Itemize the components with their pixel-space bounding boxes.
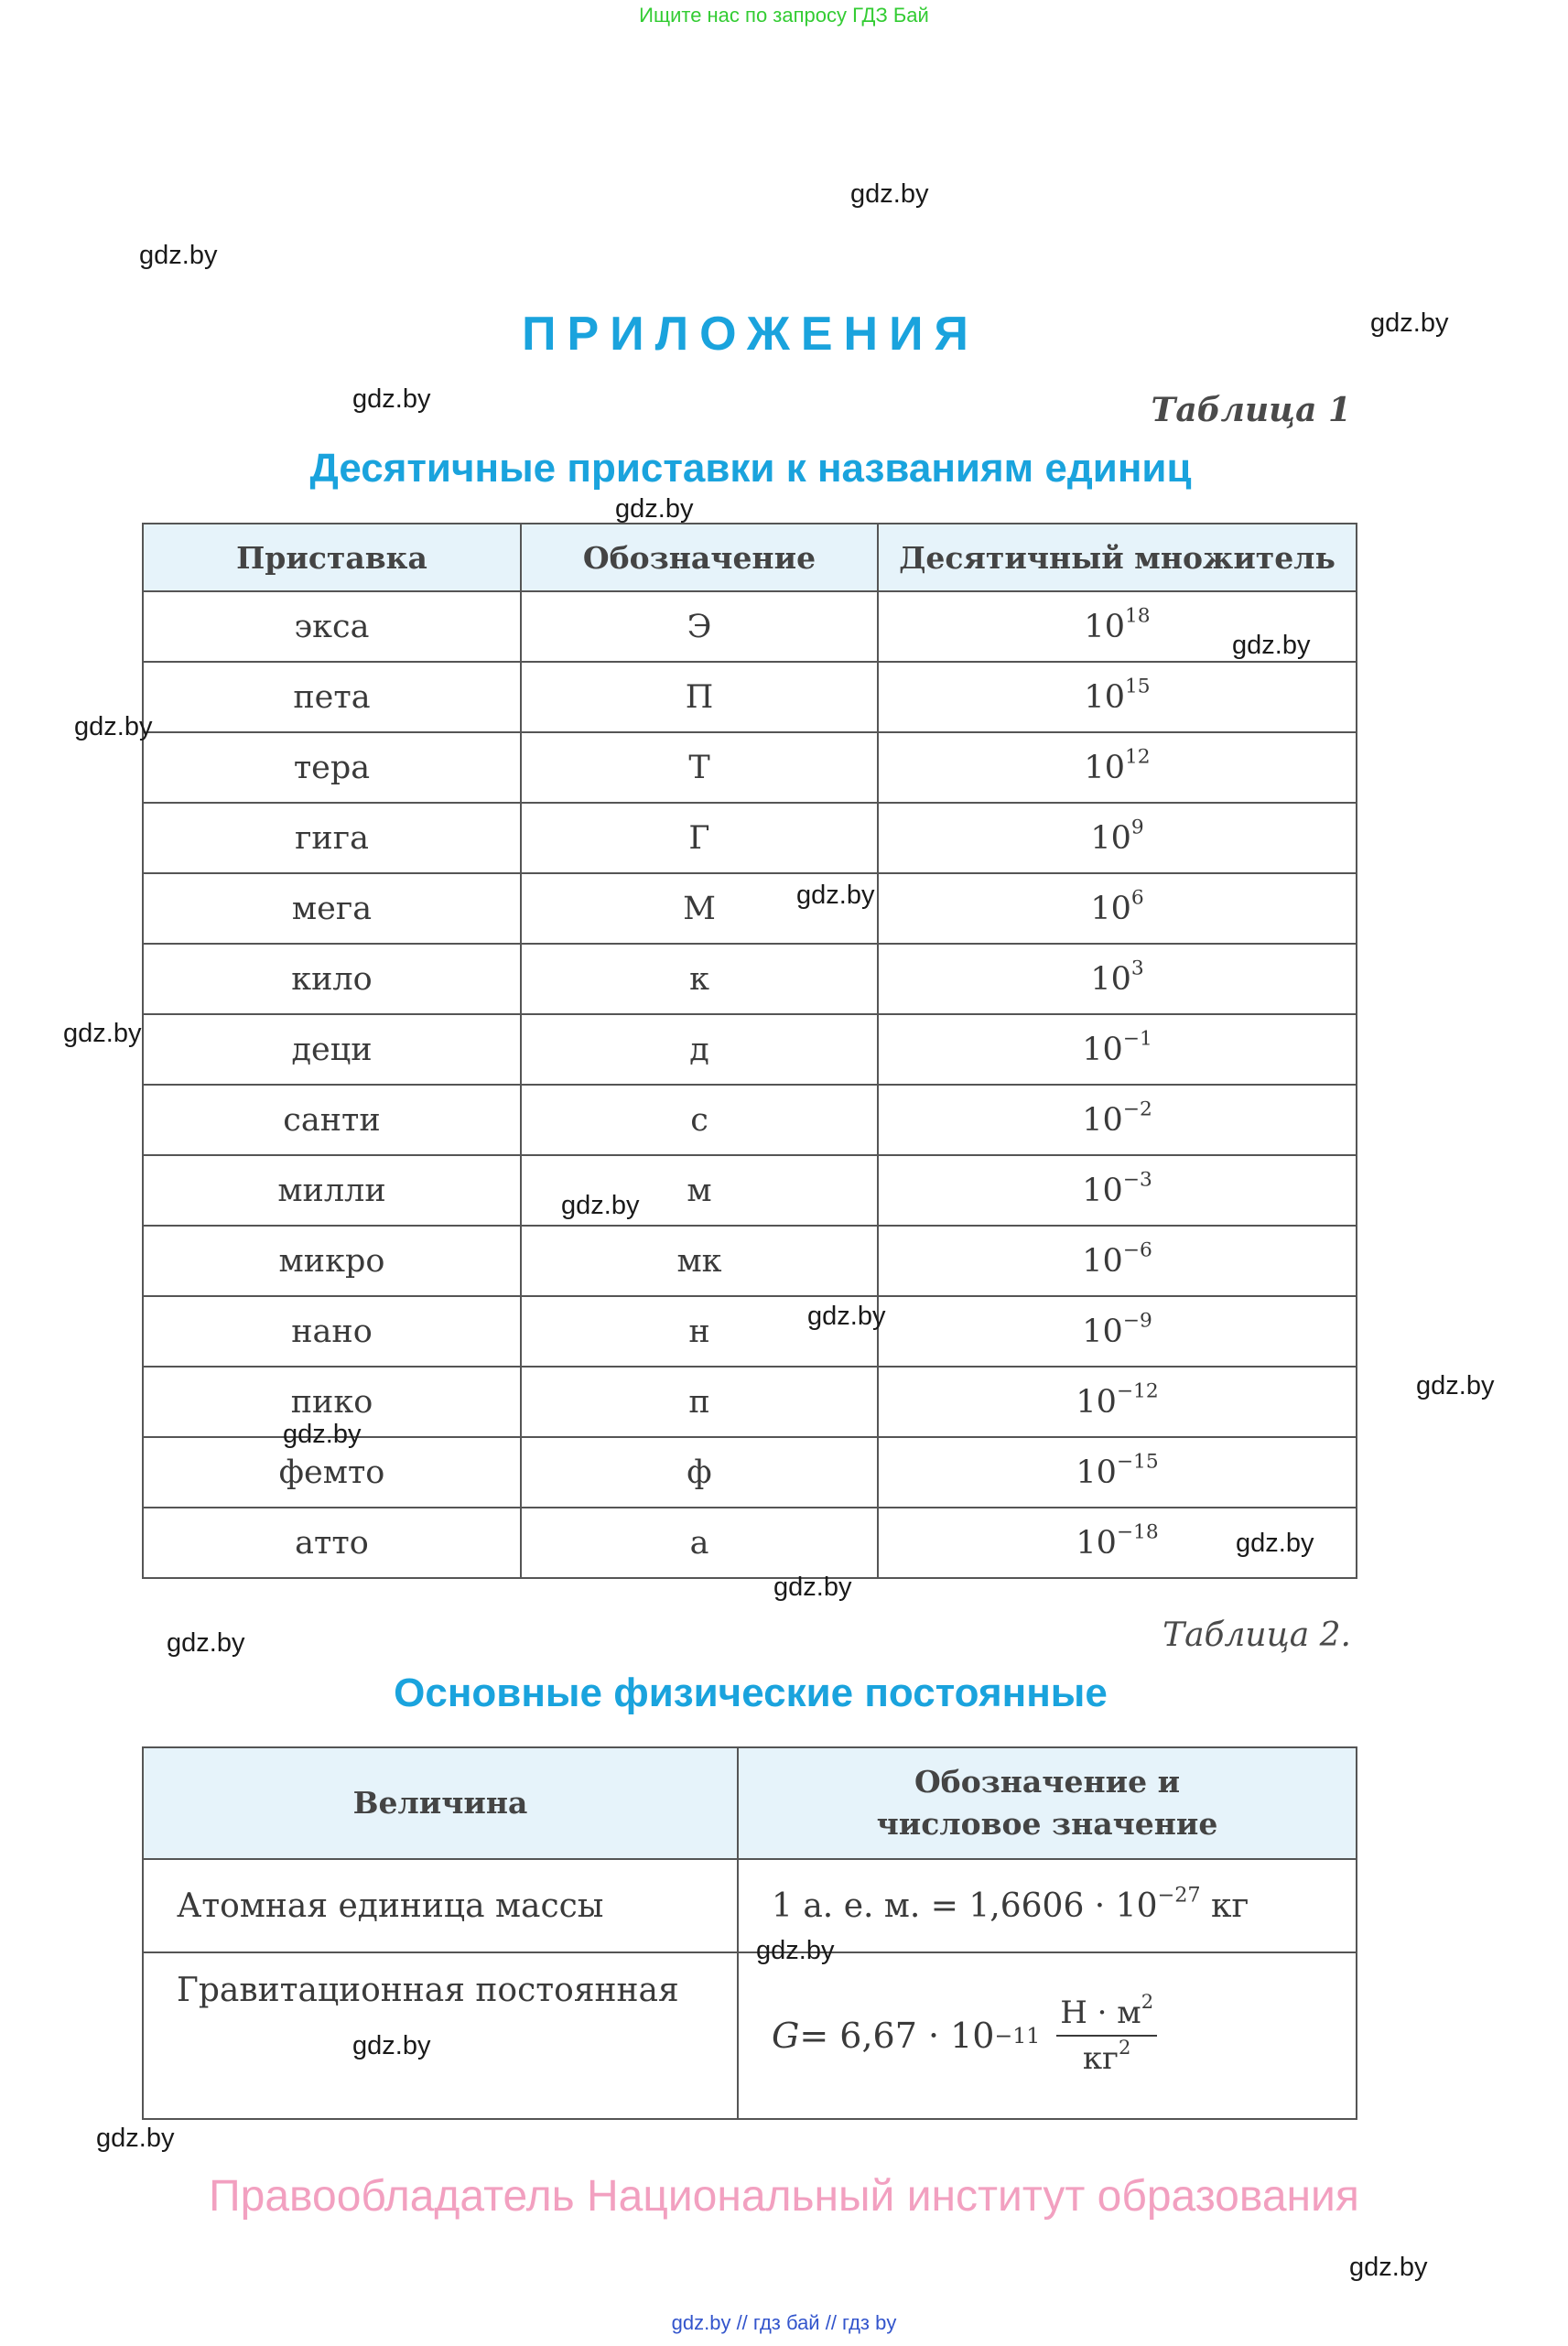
table-row (143, 732, 1357, 803)
prefix-cell: пико (143, 1367, 521, 1437)
multiplier-exponent: 9 (1130, 816, 1144, 839)
multiplier-exponent: 6 (1130, 886, 1144, 910)
watermark: gdz.by (139, 241, 218, 270)
symbol-cell: с (521, 1085, 878, 1155)
table-row (143, 1952, 1357, 2119)
prefix-cell: гига (143, 803, 521, 873)
fraction-numerator (1056, 1990, 1157, 2037)
table-row (143, 1014, 1357, 1085)
column-header: Обозначение (521, 524, 878, 591)
multiplier-base: 10 (1082, 1031, 1123, 1068)
table-row (143, 1296, 1357, 1367)
prefix-cell: милли (143, 1155, 521, 1226)
table2-label: Таблица 2. (1162, 1616, 1351, 1654)
symbol-cell: к (521, 944, 878, 1014)
symbol-cell: ф (521, 1437, 878, 1508)
formula-equals: = 6,67 · 10 (799, 2016, 995, 2056)
table-header-row (143, 524, 1357, 591)
table-row (143, 1226, 1357, 1296)
table-row (143, 1085, 1357, 1155)
quantity-value (738, 1952, 1357, 2119)
constants-table (142, 1746, 1357, 2120)
table-row (143, 591, 1357, 662)
watermark: gdz.by (850, 179, 929, 209)
multiplier-exponent: −18 (1116, 1520, 1159, 1544)
multiplier-exponent: −9 (1122, 1309, 1152, 1333)
denominator-exponent: 2 (1118, 2036, 1131, 2060)
prefix-cell: деци (143, 1014, 521, 1085)
quantity-name: Гравитационная постоянная (143, 1952, 738, 2119)
table-row (143, 944, 1357, 1014)
multiplier-base: 10 (1084, 678, 1125, 716)
multiplier-base: 10 (1076, 1383, 1117, 1421)
prefix-cell: микро (143, 1226, 521, 1296)
watermark: gdz.by (74, 712, 153, 741)
multiplier-cell (878, 662, 1357, 732)
watermark: gdz.by (1349, 2253, 1428, 2282)
numerator-unit: Н · м (1060, 1995, 1141, 2031)
prefix-cell: экса (143, 591, 521, 662)
watermark: gdz.by (796, 881, 875, 910)
multiplier-cell (878, 1367, 1357, 1437)
multiplier-cell (878, 732, 1357, 803)
watermark: gdz.by (615, 494, 694, 524)
watermark: gdz.by (283, 1420, 362, 1449)
prefix-cell: тера (143, 732, 521, 803)
multiplier-base: 10 (1090, 819, 1131, 857)
multiplier-exponent: −15 (1116, 1450, 1159, 1474)
column-header: Величина (143, 1747, 738, 1859)
multiplier-cell (878, 1296, 1357, 1367)
multiplier-exponent: −3 (1122, 1168, 1152, 1192)
table-row (143, 662, 1357, 732)
value-exponent: −27 (1157, 1882, 1201, 1907)
column-header: Десятичный множитель (878, 524, 1357, 591)
watermark: gdz.by (167, 1628, 245, 1658)
multiplier-base: 10 (1090, 960, 1131, 998)
multiplier-cell (878, 1155, 1357, 1226)
gravity-formula: G = 6,67 · 10 −11 $\frac{Н \cdot м^2}{кг^2}$ (772, 1995, 1157, 2077)
symbol-cell: Э (521, 591, 878, 662)
watermark: gdz.by (1416, 1371, 1495, 1400)
multiplier-base: 10 (1084, 749, 1125, 786)
table-row (143, 1508, 1357, 1578)
symbol-cell: мк (521, 1226, 878, 1296)
symbol-cell: н (521, 1296, 878, 1367)
symbol-cell: а (521, 1508, 878, 1578)
formula-symbol: G (772, 2016, 800, 2056)
denominator-unit: кг (1082, 2040, 1119, 2077)
prefix-cell: нано (143, 1296, 521, 1367)
watermark: gdz.by (352, 384, 431, 414)
symbol-cell: д (521, 1014, 878, 1085)
column-header-text: Обозначение и числовое значение (876, 1764, 1218, 1842)
watermark: gdz.by (1236, 1529, 1314, 1558)
table1-caption: Десятичные приставки к названиям единиц (309, 446, 1192, 491)
prefix-cell: кило (143, 944, 521, 1014)
numerator-exponent: 2 (1141, 1990, 1154, 2014)
symbol-cell: Г (521, 803, 878, 873)
multiplier-exponent: −6 (1122, 1238, 1152, 1262)
multiplier-cell (878, 873, 1357, 944)
watermark: gdz.by (561, 1191, 640, 1220)
prefix-cell: фемто (143, 1437, 521, 1508)
table-row (143, 1859, 1357, 1952)
multiplier-exponent: 3 (1130, 957, 1144, 980)
symbol-cell: Т (521, 732, 878, 803)
unit-fraction (1056, 1990, 1157, 2077)
multiplier-base: 10 (1082, 1101, 1123, 1139)
prefix-cell: мега (143, 873, 521, 944)
value-unit: кг (1200, 1887, 1249, 1925)
multiplier-exponent: 12 (1124, 745, 1151, 769)
symbol-cell: м (521, 1155, 878, 1226)
multiplier-exponent: −2 (1122, 1097, 1152, 1121)
prefix-cell: санти (143, 1085, 521, 1155)
copyright-notice: Правообладатель Национальный институт образования (209, 2172, 1359, 2221)
multiplier-base: 10 (1082, 1172, 1123, 1209)
multiplier-cell (878, 803, 1357, 873)
table-header-row (143, 1747, 1357, 1859)
symbol-cell: П (521, 662, 878, 732)
multiplier-base: 10 (1076, 1524, 1117, 1562)
multiplier-cell (878, 1437, 1357, 1508)
watermark: gdz.by (773, 1573, 852, 1602)
table2-caption: Основные физические постоянные (394, 1670, 1108, 1715)
watermark: gdz.by (807, 1302, 886, 1331)
symbol-cell: п (521, 1367, 878, 1437)
column-header: Приставка (143, 524, 521, 591)
multiplier-exponent: 18 (1124, 604, 1151, 628)
watermark: gdz.by (1370, 308, 1449, 338)
watermark: gdz.by (96, 2124, 175, 2153)
table-row (143, 1155, 1357, 1226)
multiplier-cell (878, 944, 1357, 1014)
quantity-name: Атомная единица массы (143, 1859, 738, 1952)
watermark: gdz.by (756, 1936, 835, 1965)
multiplier-exponent: −1 (1122, 1027, 1152, 1051)
multiplier-cell (878, 1226, 1357, 1296)
multiplier-base: 10 (1084, 608, 1125, 645)
top-banner[interactable]: Ищите нас по запросу ГДЗ Бай (639, 4, 929, 27)
multiplier-cell (878, 1014, 1357, 1085)
footer-links[interactable]: gdz.by // гдз бай // гдз by (671, 2311, 897, 2334)
table-row (143, 803, 1357, 873)
watermark: gdz.by (352, 2031, 431, 2060)
watermark: gdz.by (63, 1019, 142, 1048)
symbol-cell: М (521, 873, 878, 944)
multiplier-base: 10 (1082, 1242, 1123, 1280)
multiplier-exponent: −12 (1116, 1379, 1159, 1403)
value-main: 1 а. е. м. = 1,6606 · 10 (772, 1887, 1158, 1925)
column-header (738, 1747, 1357, 1859)
prefix-cell: пета (143, 662, 521, 732)
multiplier-cell (878, 1085, 1357, 1155)
prefix-cell: атто (143, 1508, 521, 1578)
multiplier-base: 10 (1082, 1313, 1123, 1350)
table-row (143, 873, 1357, 944)
table1-label: Таблица 1 (1151, 391, 1351, 429)
multiplier-base: 10 (1090, 890, 1131, 927)
page-title: ПРИЛОЖЕНИЯ (522, 308, 979, 361)
watermark: gdz.by (1232, 631, 1311, 660)
multiplier-base: 10 (1076, 1454, 1117, 1491)
fraction-denominator (1083, 2037, 1131, 2077)
multiplier-exponent: 15 (1124, 675, 1151, 698)
